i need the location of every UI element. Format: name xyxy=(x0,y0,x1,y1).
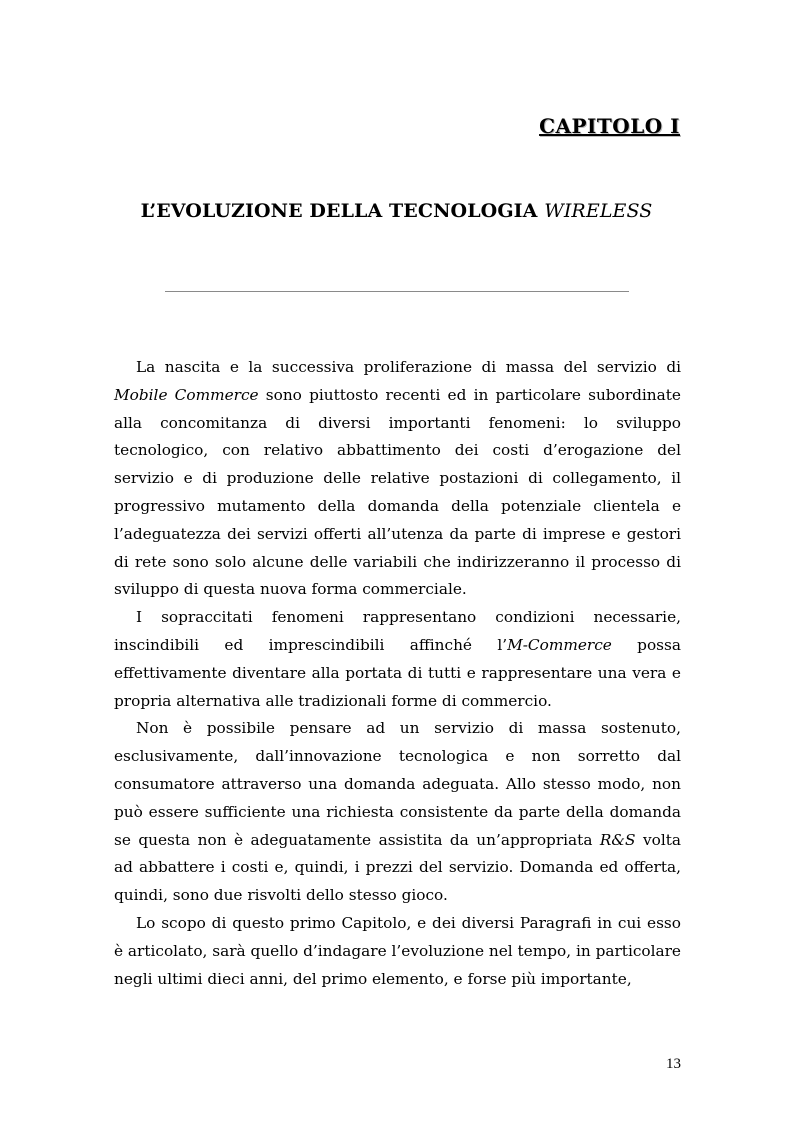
paragraph-4 xyxy=(114,910,681,993)
paragraph-2-text-b: possa effettivamente diventare alla portata di tutti e rappresentare una vera e propria alternativa alle tradizionali forme di commercio. xyxy=(114,635,682,710)
body-text xyxy=(114,354,681,993)
paragraph-2-text-a: I sopraccitati fenomeni rappresentano condizioni necessarie, inscindibili ed imprescindibili affinché l’ xyxy=(114,608,681,654)
paragraph-1-text-a: La nascita e la successiva proliferazione di massa del servizio di xyxy=(136,358,681,376)
chapter-heading: CAPITOLO I xyxy=(539,114,680,138)
paragraph-1-text-b: sono piuttosto recenti ed in particolare subordinate alla concomitanza di diversi importanti fenomeni: lo sviluppo tecnologico, con relativo abbattimento dei costi d’erogazione del servizio e di produzione delle relative postazioni di collegamento, il progressivo mutamento della domanda della potenziale clientela e l’adeguatezza dei servizi offerti all’utenza da parte di imprese e gestori di rete sono solo alcune delle variabili che indirizzeranno il processo di sviluppo di questa nuova forma commerciale. xyxy=(114,385,681,599)
paragraph-3-text-b: volta ad abbattere i costi e, quindi, i prezzi del servizio. Domanda ed offerta, quindi, sono due risvolti dello stesso gioco. xyxy=(114,830,681,905)
paragraph-4-text-a: Lo scopo di questo primo Capitolo, e dei diversi Paragrafi in cui esso è articolato, sarà quello d’indagare l’evoluzione nel tempo, in particolare negli ultimi dieci anni, del primo elemento, e forse più importante, xyxy=(114,913,681,988)
page-number: 13 xyxy=(666,1056,681,1072)
chapter-title-main: L’EVOLUZIONE DELLA TECNOLOGIA xyxy=(140,200,545,222)
paragraph-1 xyxy=(114,354,681,604)
title-divider xyxy=(165,291,629,292)
paragraph-3-term: R&S xyxy=(599,830,636,849)
chapter-title-italic: WIRELESS xyxy=(544,200,653,222)
paragraph-2 xyxy=(114,604,681,715)
paragraph-1-term: Mobile Commerce xyxy=(114,385,259,404)
chapter-title xyxy=(0,200,793,222)
paragraph-2-term: M-Commerce xyxy=(507,635,612,654)
paragraph-3 xyxy=(114,715,681,910)
paragraph-3-text-a: Non è possibile pensare ad un servizio di massa sostenuto, esclusivamente, dall’innovazione tecnologica e non sorretto dal consumatore attraverso una domanda adeguata. Allo stesso modo, non può essere sufficiente una richiesta consistente da parte della domanda se questa non è adeguatamente assistita da un’appropriata xyxy=(114,719,681,849)
